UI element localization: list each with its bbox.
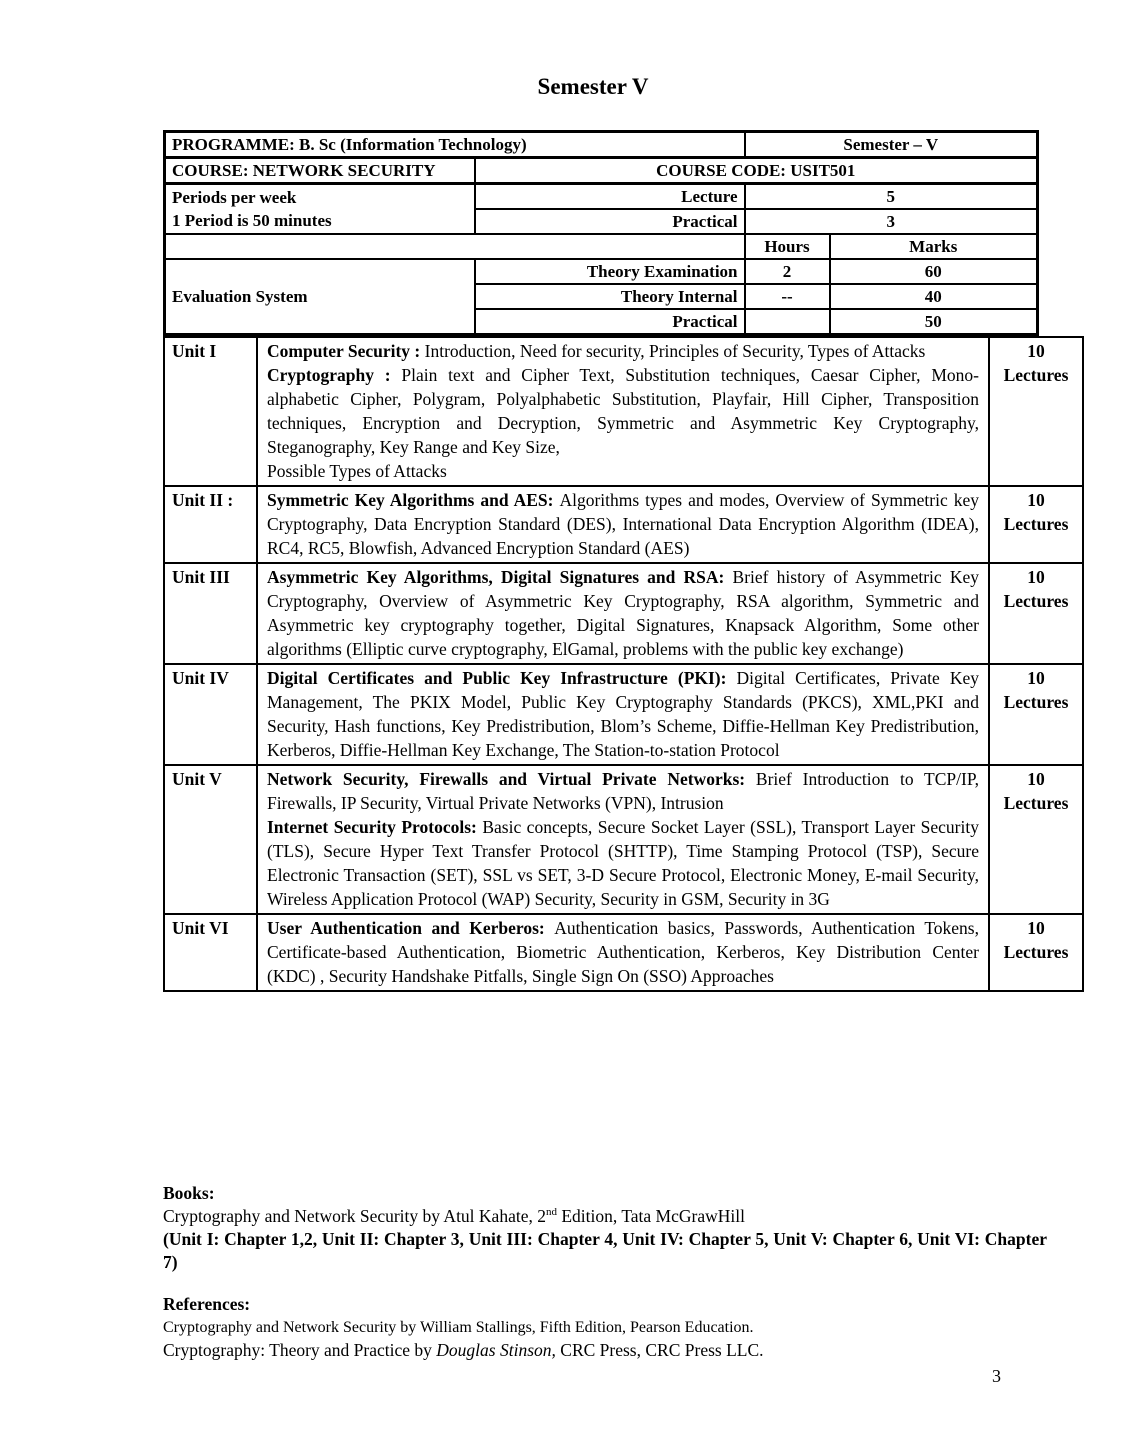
topic-title: Network Security, Firewalls and Virtual Private Networks: bbox=[267, 769, 756, 789]
lectures-label: Lectures bbox=[1003, 692, 1069, 712]
unit-row bbox=[164, 337, 1083, 486]
book-entry-text: Cryptography and Network Security by Atul Kahate, 2 bbox=[163, 1206, 546, 1226]
unit-lectures-cell bbox=[989, 337, 1083, 486]
unit-content-cell bbox=[257, 486, 989, 563]
reference-entry: Cryptography and Network Security by William Stallings, Fifth Edition, Pearson Education. bbox=[163, 1319, 754, 1336]
lectures-count: 10 bbox=[1027, 918, 1045, 938]
unit-paragraph: Computer Security : Introduction, Need for security, Principles of Security, Types of Attacks bbox=[267, 341, 926, 361]
lectures-label: Lectures bbox=[1003, 365, 1069, 385]
topic-title: Asymmetric Key Algorithms, Digital Signatures and RSA: bbox=[267, 567, 733, 587]
chapters-mapping: (Unit I: Chapter 1,2, Unit II: Chapter 3, Unit III: Chapter 4, Unit IV: Chapter 5, Unit V: Chapter 6, Unit VI: Chapter 7) bbox=[163, 1229, 1047, 1272]
unit-content-cell bbox=[257, 914, 989, 991]
programme-row bbox=[165, 132, 1038, 158]
page-title: Semester V bbox=[537, 74, 649, 99]
empty-cell bbox=[165, 234, 745, 259]
semester-cell: Semester – V bbox=[745, 132, 1038, 158]
eval-marks-cell: 60 bbox=[830, 259, 1038, 284]
unit-label-cell: Unit II : bbox=[164, 486, 257, 563]
unit-paragraph: Network Security, Firewalls and Virtual Private Networks: Brief Introduction to TCP/IP, Firewalls, IP Security, Virtual Private Networks (VPN), Intrusion bbox=[267, 769, 980, 813]
hours-header-cell: Hours bbox=[745, 234, 830, 259]
unit-lectures-cell bbox=[989, 664, 1083, 765]
ordinal-superscript: nd bbox=[545, 1206, 557, 1219]
eval-label-cell: Theory Internal bbox=[475, 284, 745, 309]
lectures-label: Lectures bbox=[1003, 591, 1069, 611]
course-row bbox=[165, 158, 1038, 184]
lecture-row bbox=[165, 184, 1038, 210]
page-number: 3 bbox=[992, 1366, 1001, 1386]
author-name-italic: Douglas Stinson, bbox=[436, 1340, 556, 1360]
unit-label-cell: Unit I bbox=[164, 337, 257, 486]
unit-lectures-cell bbox=[989, 765, 1083, 914]
topic-title: Cryptography : bbox=[267, 365, 402, 385]
book-entry bbox=[163, 1205, 1047, 1228]
unit-row bbox=[164, 765, 1083, 914]
reference-entry-text: Cryptography: Theory and Practice by bbox=[163, 1340, 437, 1360]
lectures-count: 10 bbox=[1027, 490, 1045, 510]
lecture-label-cell: Lecture bbox=[475, 184, 745, 210]
unit-paragraph: User Authentication and Kerberos: Authentication basics, Passwords, Authentication Tokens, Certificate-based Authentication, Biometric Authentication, Kerberos, Key Distribution Center (KDC) , Security Handshake Pitfalls, Single Sign On (SSO) Approaches bbox=[267, 918, 979, 986]
eval-marks-cell: 50 bbox=[830, 309, 1038, 335]
course-info-table bbox=[163, 130, 1039, 336]
topic-title: Digital Certificates and Public Key Infrastructure (PKI): bbox=[267, 668, 737, 688]
unit-row bbox=[164, 486, 1083, 563]
unit-content-cell bbox=[257, 765, 989, 914]
practical-value-cell: 3 bbox=[745, 209, 1038, 234]
periods-line1: Periods per week bbox=[172, 188, 297, 207]
course-cell: COURSE: NETWORK SECURITY bbox=[165, 158, 475, 184]
hours-marks-header-row bbox=[165, 234, 1038, 259]
topic-title: Symmetric Key Algorithms and AES: bbox=[267, 490, 560, 510]
reference-entry-text: CRC Press, CRC Press LLC. bbox=[555, 1340, 764, 1360]
lectures-count: 10 bbox=[1027, 668, 1045, 688]
unit-paragraph: Asymmetric Key Algorithms, Digital Signatures and RSA: Brief history of Asymmetric Key Cryptography, Overview of Asymmetric Key Cryptography, RSA algorithm, Symmetric and Asymmetric key cryptography together, Digital Signatures, Knapsack Algorithm, Some other algorithms (Elliptic curve cryptography, ElGamal, problems with the public key exchange) bbox=[267, 567, 979, 659]
evaluation-system-cell: Evaluation System bbox=[165, 259, 475, 335]
periods-cell bbox=[165, 184, 475, 235]
unit-paragraph: Possible Types of Attacks bbox=[267, 461, 447, 481]
unit-paragraph: Cryptography : Plain text and Cipher Text, Substitution techniques, Caesar Cipher, Mono-alphabetic Cipher, Polygram, Polyalphabetic Substitution, Playfair, Hill Cipher, Transposition techniques, Encryption and Decryption, Symmetric and Asymmetric Key Cryptography, Steganography, Key Range and Key Size, bbox=[267, 365, 980, 457]
eval-marks-cell: 40 bbox=[830, 284, 1038, 309]
book-entry-text: Edition, Tata McGrawHill bbox=[556, 1206, 745, 1226]
lectures-label: Lectures bbox=[1003, 942, 1069, 962]
reference-entry bbox=[163, 1339, 1047, 1362]
unit-lectures-cell bbox=[989, 563, 1083, 664]
topic-title: Computer Security : bbox=[267, 341, 425, 361]
unit-paragraph: Internet Security Protocols: Basic concepts, Secure Socket Layer (SSL), Transport Layer Security (TLS), Secure Hyper Text Transfer Protocol (SHTTP), Time Stamping Protocol (TSP), Secure Electronic Transaction (SET), SSL vs SET, 3-D Secure Protocol, Electronic Money, E-mail Security, Wireless Application Protocol (WAP) Security, Security in GSM, Security in 3G bbox=[267, 817, 979, 909]
unit-paragraph: Symmetric Key Algorithms and AES: Algorithms types and modes, Overview of Symmetric key Cryptography, Data Encryption Standard (DES), International Data Encryption Algorithm (IDEA), RC4, RC5, Blowfish, Advanced Encryption Standard (AES) bbox=[267, 490, 979, 558]
lectures-label: Lectures bbox=[1003, 793, 1069, 813]
eval-hours-cell bbox=[745, 309, 830, 335]
unit-label-cell: Unit V bbox=[164, 765, 257, 914]
unit-lectures-cell bbox=[989, 486, 1083, 563]
unit-row bbox=[164, 563, 1083, 664]
lecture-value-cell: 5 bbox=[745, 184, 1038, 210]
unit-content-cell bbox=[257, 664, 989, 765]
marks-header-cell: Marks bbox=[830, 234, 1038, 259]
topic-title: Internet Security Protocols: bbox=[267, 817, 483, 837]
unit-content-cell bbox=[257, 337, 989, 486]
books-heading: Books: bbox=[163, 1183, 215, 1203]
lectures-count: 10 bbox=[1027, 341, 1045, 361]
programme-cell: PROGRAMME: B. Sc (Information Technology) bbox=[165, 132, 745, 158]
eval-label-cell: Theory Examination bbox=[475, 259, 745, 284]
lectures-label: Lectures bbox=[1003, 514, 1069, 534]
unit-label-cell: Unit III bbox=[164, 563, 257, 664]
eval-label-cell: Practical bbox=[475, 309, 745, 335]
eval-hours-cell: 2 bbox=[745, 259, 830, 284]
eval-row bbox=[165, 259, 1038, 284]
references-section bbox=[163, 1293, 1047, 1362]
references-heading: References: bbox=[163, 1294, 251, 1314]
units-table bbox=[163, 336, 1084, 992]
lectures-count: 10 bbox=[1027, 567, 1045, 587]
books-section bbox=[163, 1182, 1047, 1274]
periods-line2: 1 Period is 50 minutes bbox=[172, 211, 332, 230]
unit-row bbox=[164, 914, 1083, 991]
unit-lectures-cell bbox=[989, 914, 1083, 991]
practical-label-cell: Practical bbox=[475, 209, 745, 234]
unit-label-cell: Unit VI bbox=[164, 914, 257, 991]
unit-row bbox=[164, 664, 1083, 765]
unit-label-cell: Unit IV bbox=[164, 664, 257, 765]
course-code-cell: COURSE CODE: USIT501 bbox=[475, 158, 1038, 184]
lectures-count: 10 bbox=[1027, 769, 1045, 789]
unit-content-cell bbox=[257, 563, 989, 664]
unit-paragraph: Digital Certificates and Public Key Infrastructure (PKI): Digital Certificates, Private Key Management, The PKIX Model, Public Key Cryptography Standards (PKCS), XML,PKI and Security, Hash functions, Key Predistribution, Blom’s Scheme, Diffie-Hellman Key Predistribution, Kerberos, Diffie-Hellman Key Exchange, The Station-to-station Protocol bbox=[267, 668, 980, 760]
eval-hours-cell: -- bbox=[745, 284, 830, 309]
topic-title: User Authentication and Kerberos: bbox=[267, 918, 555, 938]
